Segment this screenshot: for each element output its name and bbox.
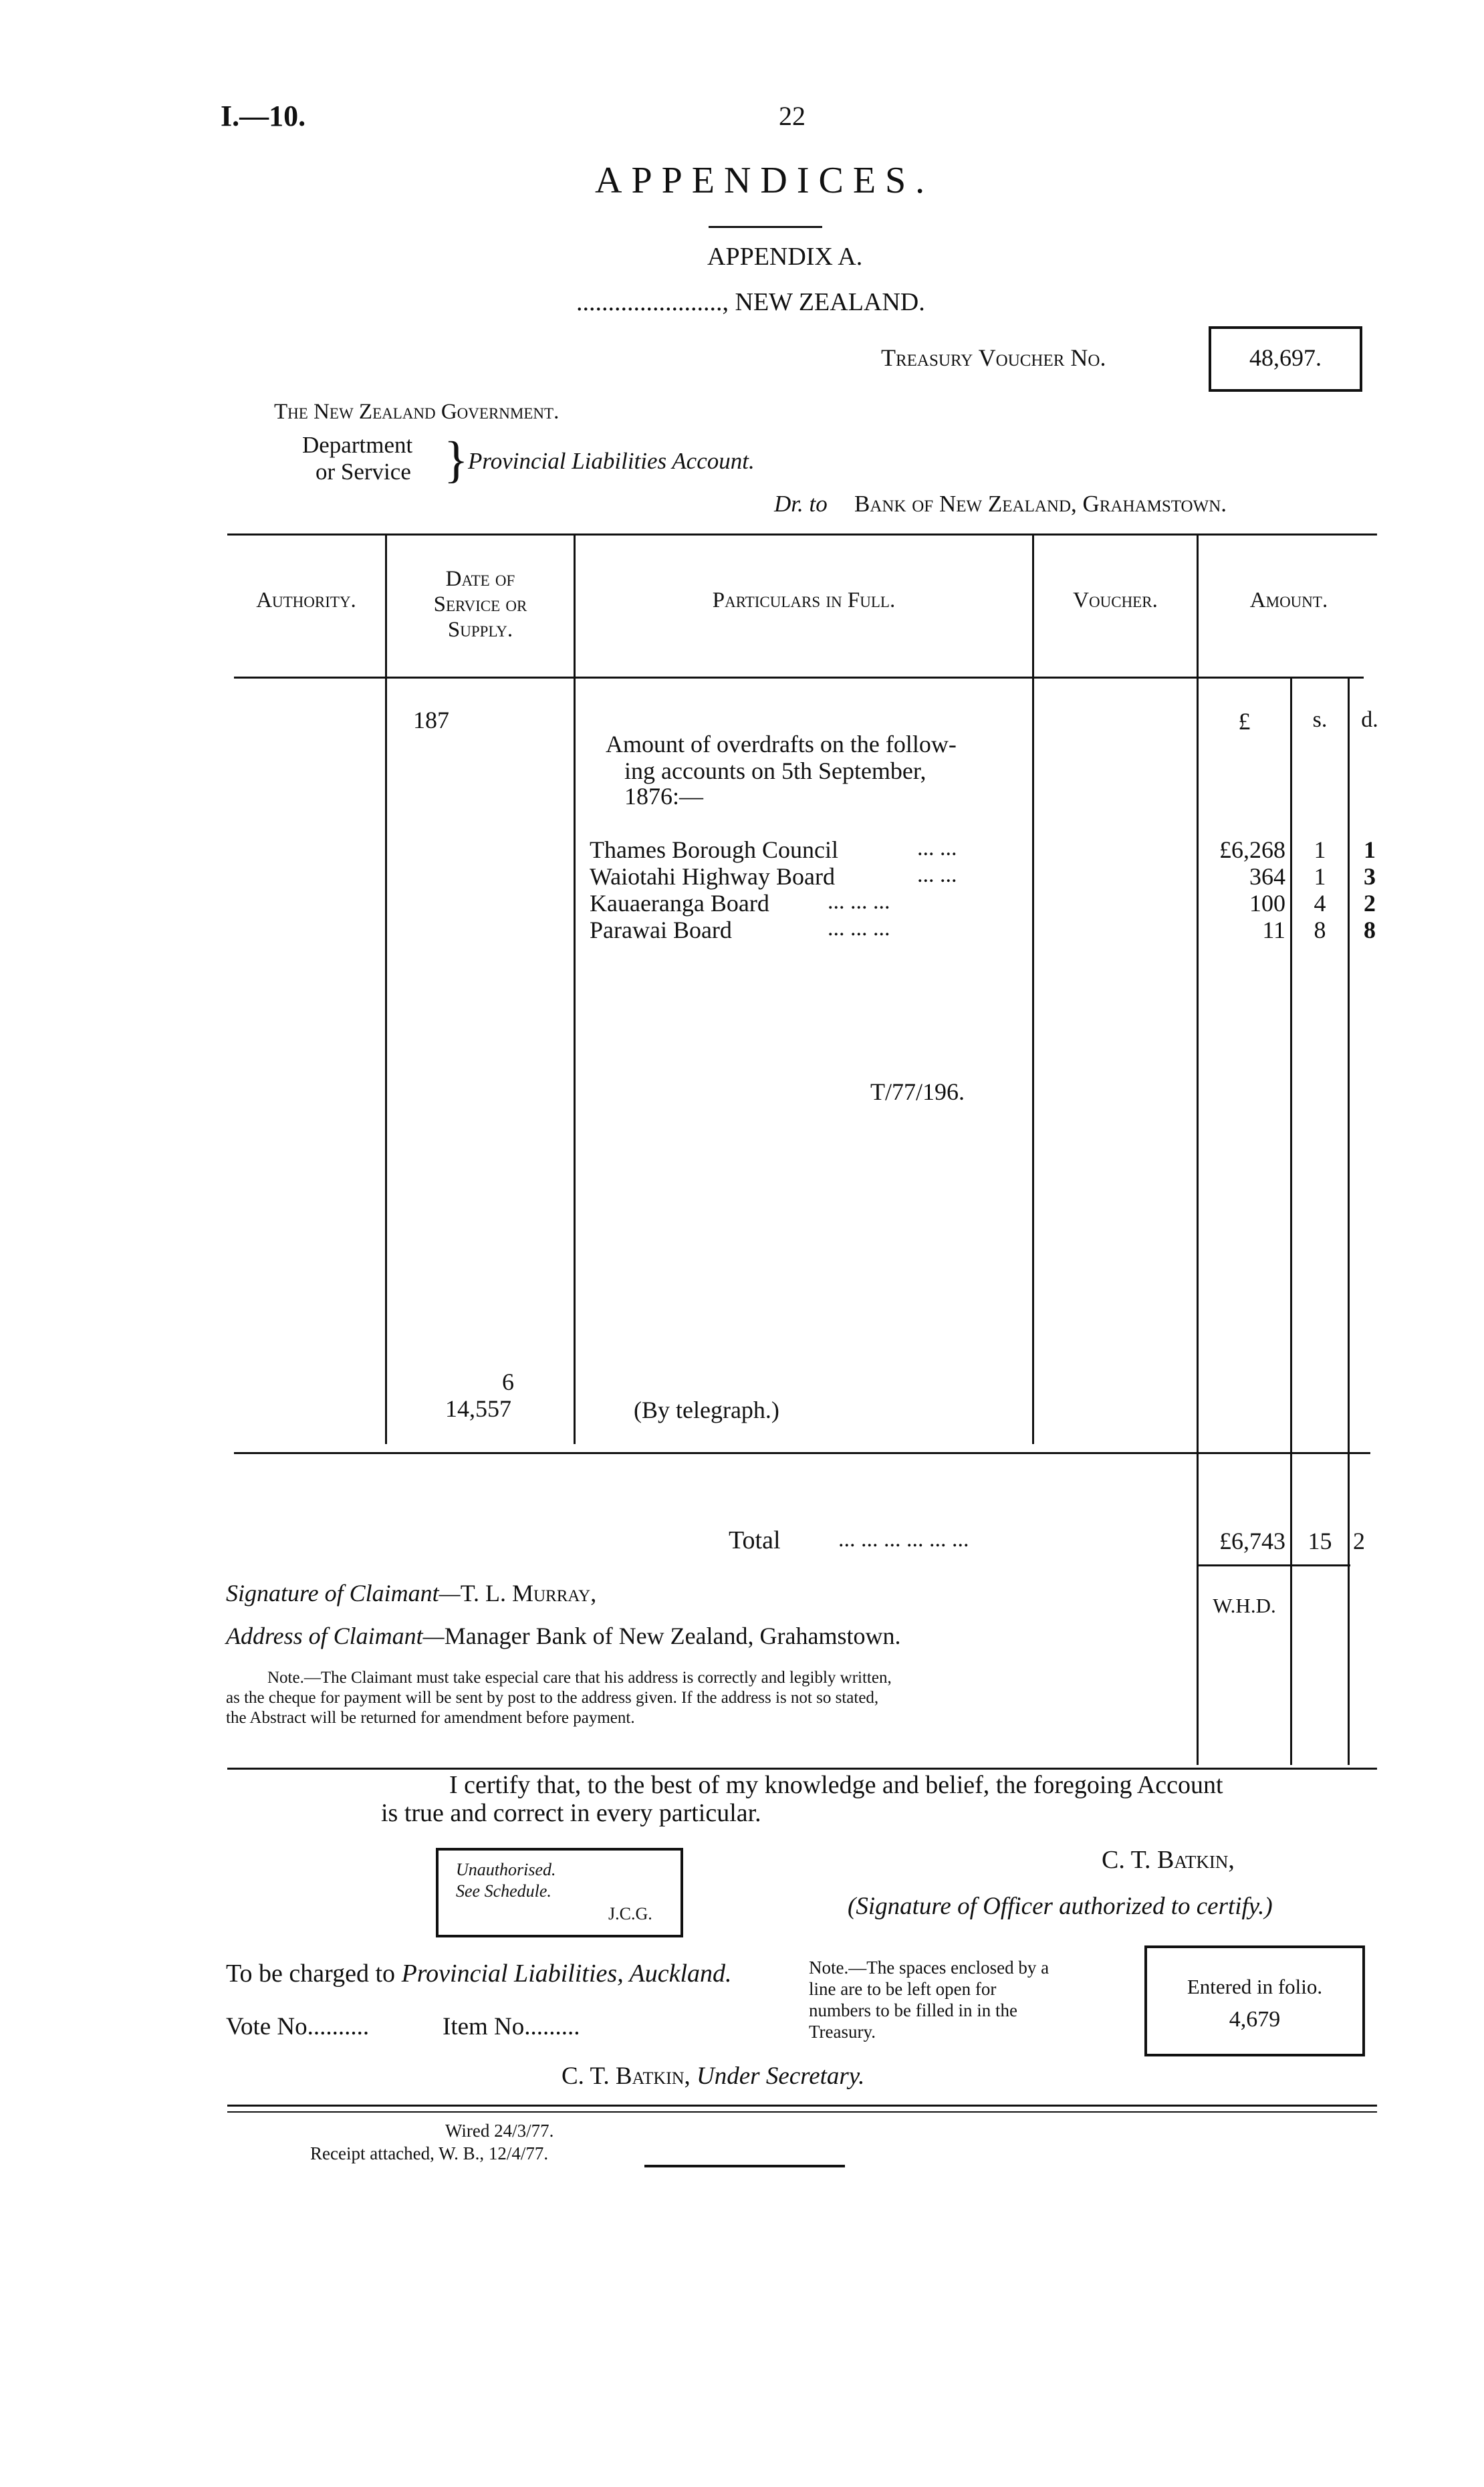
charged-to-value: Provincial Liabilities, Auckland. bbox=[401, 1960, 732, 1988]
receipt-note: Receipt attached, W. B., 12/4/77. bbox=[310, 2143, 549, 2163]
claimant-note-3: the Abstract will be returned for amendment before payment. bbox=[226, 1709, 635, 1727]
under-secretary bbox=[562, 2062, 864, 2091]
unauthorised-stamp bbox=[436, 1848, 683, 1937]
folio-box bbox=[1144, 1945, 1365, 2056]
item-name: Kauaeranga Board bbox=[590, 890, 769, 917]
item-pence: 2 bbox=[1364, 890, 1376, 917]
certify-line-2: is true and correct in every particular. bbox=[381, 1799, 761, 1827]
department-label: Department bbox=[302, 432, 413, 458]
voucher-label: Treasury Voucher No. bbox=[881, 344, 1106, 371]
item-pounds: 364 bbox=[1249, 863, 1285, 890]
item-pence: 1 bbox=[1364, 836, 1376, 863]
appendix-subtitle: APPENDIX A. bbox=[707, 243, 863, 271]
charge-note-4: Treasury. bbox=[809, 2022, 876, 2042]
total-pence: 2 bbox=[1353, 1528, 1365, 1554]
voucher-number-box bbox=[1209, 326, 1362, 392]
address-value: Manager Bank of New Zealand, Grahamstown. bbox=[444, 1623, 901, 1649]
voucher-number: 48,697. bbox=[1249, 344, 1322, 371]
date-bottom-2: 14,557 bbox=[445, 1395, 511, 1422]
folio-value: 4,679 bbox=[1229, 2007, 1281, 2032]
header-particulars: Particulars in Full. bbox=[712, 588, 896, 612]
stamp-line-2: See Schedule. bbox=[456, 1881, 551, 1901]
header-date-2: Service or bbox=[433, 592, 527, 616]
reference-number: T/77/196. bbox=[870, 1078, 965, 1105]
shillings-header: s. bbox=[1312, 707, 1328, 732]
item-shillings: 1 bbox=[1314, 863, 1326, 890]
date-year-prefix: 187 bbox=[413, 707, 449, 733]
total-label: Total bbox=[729, 1526, 781, 1554]
intro-line-3: 1876:— bbox=[624, 783, 704, 810]
secretary-name: C. T. Batkin, bbox=[562, 2062, 691, 2090]
pence-header: d. bbox=[1361, 707, 1378, 732]
charge-note-2: line are to be left open for bbox=[809, 1979, 997, 1999]
item-shillings: 4 bbox=[1314, 890, 1326, 917]
charged-to-label: To be charged to bbox=[226, 1960, 396, 1988]
page-number: 22 bbox=[779, 101, 806, 131]
header-authority: Authority. bbox=[256, 588, 356, 612]
charge-note-1: Note.—The spaces enclosed by a bbox=[809, 1958, 1049, 1978]
item-pounds: 100 bbox=[1249, 890, 1285, 917]
secretary-title: Under Secretary. bbox=[697, 2062, 865, 2090]
item-dots: ... ... ... bbox=[828, 889, 890, 914]
total-dots: ... ... ... ... ... ... bbox=[838, 1527, 969, 1552]
total-pounds: £6,743 bbox=[1219, 1528, 1285, 1554]
department-label-2: or Service bbox=[316, 459, 411, 485]
certifying-officer: C. T. Batkin, bbox=[1102, 1846, 1235, 1874]
page-title: APPENDICES. bbox=[595, 160, 935, 201]
charged-to bbox=[226, 1959, 732, 1988]
claimant-note-1: Note.—The Claimant must take especial care that his address is correctly and legibly written, bbox=[267, 1669, 892, 1687]
claimant-address bbox=[226, 1622, 900, 1650]
telegraph-note: (By telegraph.) bbox=[634, 1397, 779, 1423]
item-pounds: 11 bbox=[1262, 917, 1285, 943]
pounds-header: £ bbox=[1238, 708, 1251, 735]
intro-line-2: ing accounts on 5th September, bbox=[624, 757, 926, 784]
item-number: Item No......... bbox=[443, 2013, 580, 2040]
item-pounds: £6,268 bbox=[1219, 836, 1285, 863]
header-date-3: Supply. bbox=[447, 618, 513, 642]
debtor-prefix: Dr. to bbox=[774, 491, 828, 517]
brace: } bbox=[444, 432, 469, 488]
charge-note-3: numbers to be filled in in the bbox=[809, 2000, 1017, 2020]
claimant-note-2: as the cheque for payment will be sent by post to the address given. If the address is not so stated, bbox=[226, 1689, 879, 1707]
certifying-caption: (Signature of Officer authorized to certify.) bbox=[848, 1893, 1273, 1920]
item-name: Parawai Board bbox=[590, 917, 732, 943]
stamp-line-1: Unauthorised. bbox=[456, 1860, 556, 1879]
vote-number: Vote No.......... bbox=[226, 2013, 370, 2040]
header-voucher: Voucher. bbox=[1073, 588, 1158, 612]
header-date-1: Date of bbox=[445, 567, 515, 591]
item-shillings: 1 bbox=[1314, 836, 1326, 863]
wired-note: Wired 24/3/77. bbox=[445, 2121, 554, 2141]
government-heading: The New Zealand Government. bbox=[274, 400, 560, 424]
item-name: Thames Borough Council bbox=[590, 836, 838, 863]
certify-line-1: I certify that, to the best of my knowledge and belief, the foregoing Account bbox=[449, 1771, 1223, 1799]
item-pence: 8 bbox=[1364, 917, 1376, 943]
page-ref: I.—10. bbox=[221, 100, 306, 132]
item-name: Waiotahi Highway Board bbox=[590, 863, 836, 890]
item-dots: ... ... bbox=[917, 836, 957, 860]
item-pence: 3 bbox=[1364, 863, 1376, 890]
department-value: Provincial Liabilities Account. bbox=[468, 448, 755, 474]
total-shillings: 15 bbox=[1308, 1528, 1332, 1554]
item-dots: ... ... bbox=[917, 862, 957, 887]
initials: W.H.D. bbox=[1213, 1594, 1276, 1617]
place-line: ......................., NEW ZEALAND. bbox=[576, 288, 925, 316]
date-bottom-1: 6 bbox=[502, 1369, 514, 1395]
item-dots: ... ... ... bbox=[828, 916, 890, 941]
intro-line-1: Amount of overdrafts on the follow- bbox=[606, 731, 957, 757]
item-shillings: 8 bbox=[1314, 917, 1326, 943]
debtor-value: Bank of New Zealand, Grahamstown. bbox=[854, 491, 1227, 517]
folio-label: Entered in folio. bbox=[1187, 1975, 1323, 1998]
stamp-initials: J.C.G. bbox=[608, 1904, 652, 1923]
signature-value: T. L. Murray, bbox=[460, 1580, 597, 1607]
signature-label: Signature of Claimant— bbox=[226, 1580, 461, 1607]
header-amount: Amount. bbox=[1249, 588, 1328, 612]
address-label: Address of Claimant— bbox=[226, 1623, 445, 1649]
claimant-signature bbox=[226, 1579, 596, 1607]
